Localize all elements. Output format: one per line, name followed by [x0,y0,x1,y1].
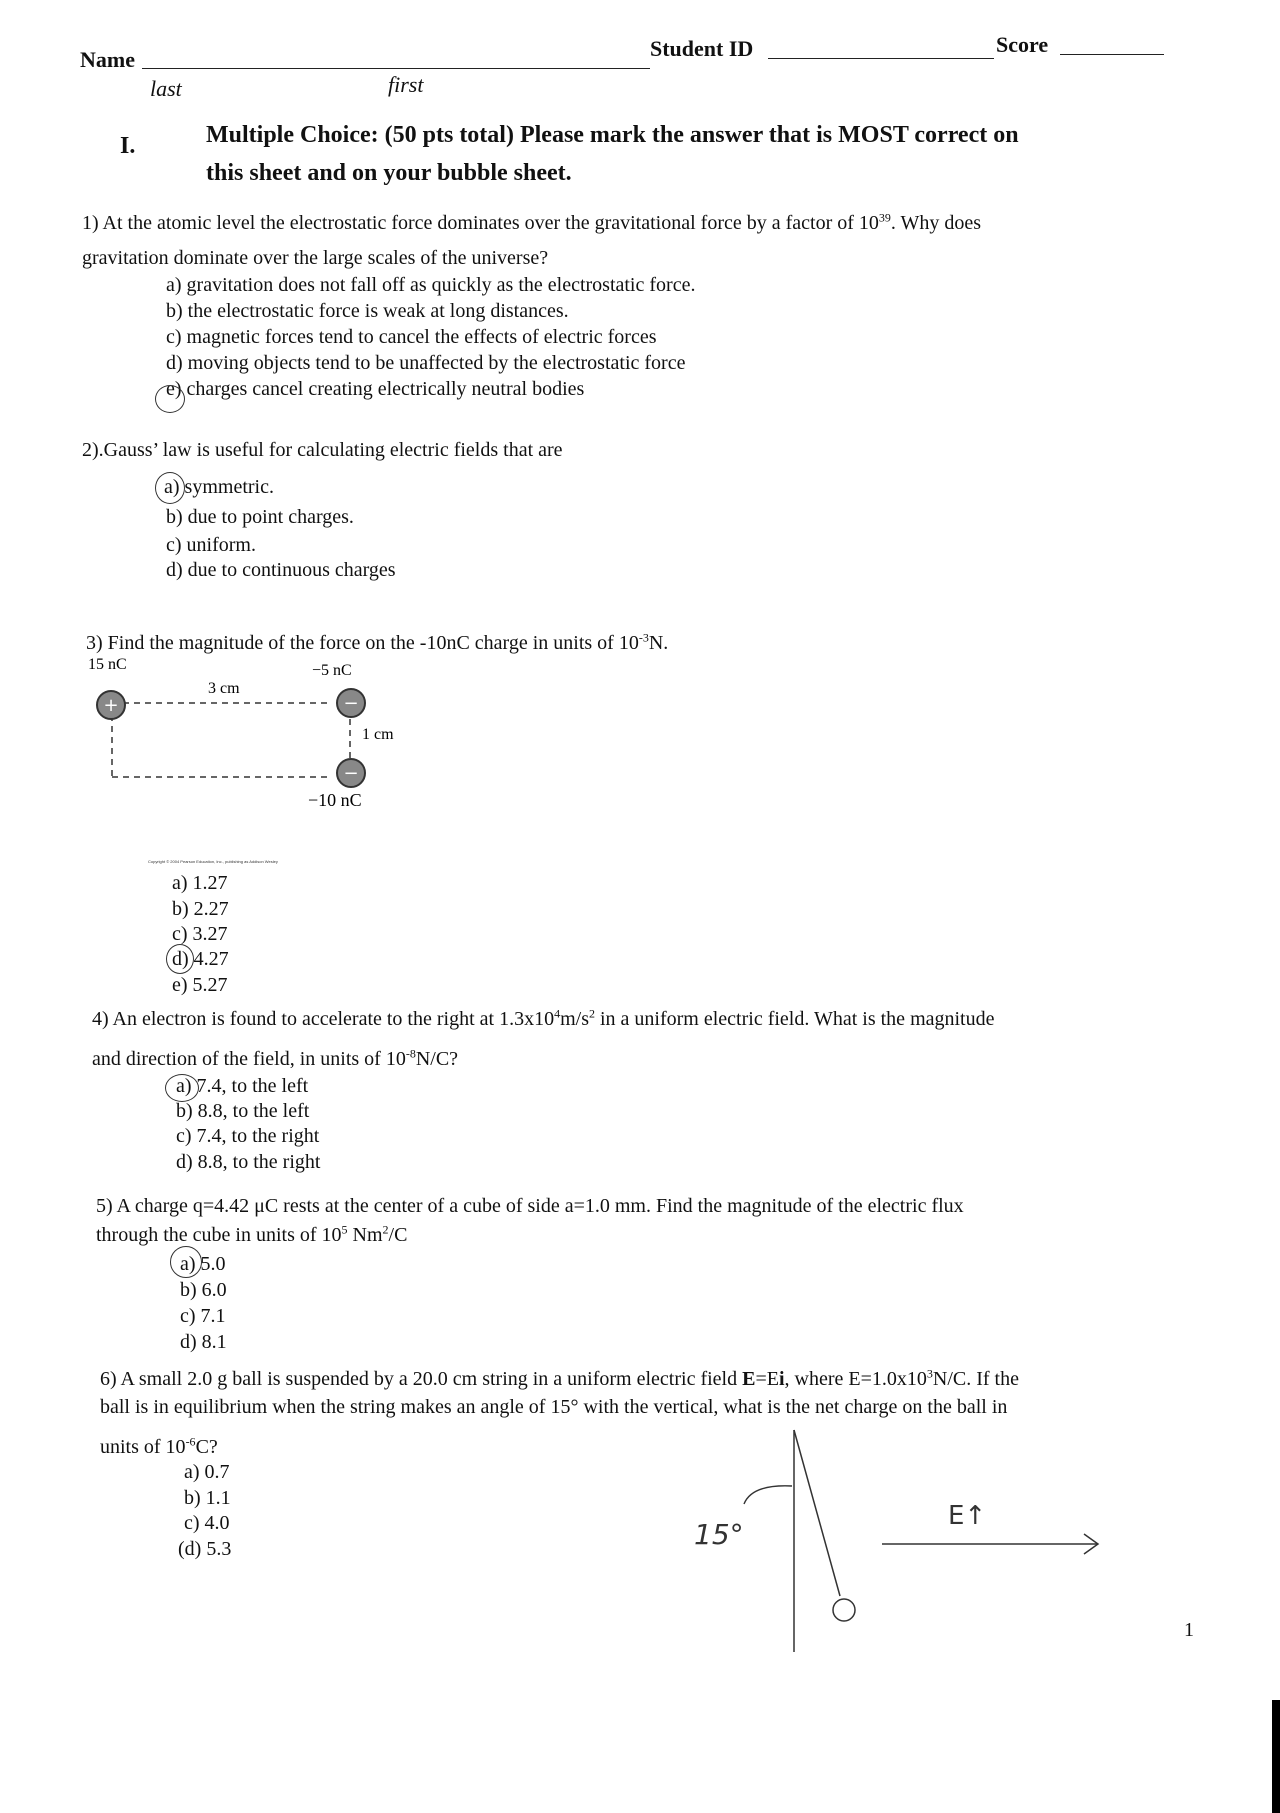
q5-option-b-letter: b) [180,1279,197,1301]
scan-edge-bar [1272,1700,1280,1813]
question-6 [100,1366,1019,1392]
section-title-line2: this sheet and on your bubble sheet. [206,160,572,186]
q6-option-a-text: 0.7 [204,1461,230,1483]
distance-1cm-label: 1 cm [362,726,394,743]
q6-eq: =E [755,1368,779,1390]
q1-option-e-letter: e) [166,378,182,400]
q5-line2-sup: 5 [341,1222,348,1237]
q3-option-c[interactable] [172,922,228,946]
q6-option-b-letter: b) [184,1487,201,1509]
q1-option-c-letter: c) [166,326,182,348]
q4-option-a-letter: a) [176,1075,192,1097]
q6-option-a[interactable] [184,1460,230,1484]
q1-text-b: . Why does [890,212,982,234]
q1-option-b-letter: b) [166,300,183,322]
q5-line2-sup2: 2 [382,1222,389,1237]
q1-option-b-text: the electrostatic force is weak at long distances. [187,300,569,322]
plus-sign-icon: + [103,695,119,716]
minus-sign-icon-2: − [343,763,359,784]
q1-answer-mark [155,385,185,413]
q6-option-b[interactable] [184,1486,231,1510]
q6-line3-sup: -6 [185,1434,196,1449]
question-3 [86,630,668,656]
q1-option-a[interactable] [166,273,695,297]
question-5-line2 [96,1222,407,1248]
q6-line3-b: C? [195,1436,218,1458]
q1-option-c-text: magnetic forces tend to cancel the effects of electric forces [186,326,657,348]
student-id-field[interactable] [768,58,994,59]
q5-option-d[interactable] [180,1330,227,1354]
score-label: Score [996,32,1049,57]
q4-sup2: 2 [588,1006,595,1021]
pendulum-sketch [680,1420,1120,1660]
q4-option-b-text: 8.8, to the left [197,1100,310,1122]
q5-option-a-text: 5.0 [200,1253,226,1275]
q4-option-c[interactable] [176,1124,319,1148]
q5-option-b[interactable] [180,1278,227,1302]
ball-icon [833,1599,855,1621]
q4-option-b[interactable] [176,1099,309,1123]
q3-option-b-letter: b) [172,898,189,920]
q6-bold-i: i [778,1368,785,1390]
q5-line2-c: /C [388,1224,408,1246]
q5-option-c[interactable] [180,1304,226,1328]
question-4-line2 [92,1046,458,1072]
q1-option-d[interactable] [166,351,685,375]
field-label: E↑ [948,1501,987,1531]
q2-option-a-letter: a) [164,476,180,498]
q5-option-d-text: 8.1 [201,1331,227,1353]
q6-option-c-letter: c) [184,1512,200,1534]
name-field[interactable] [142,68,650,69]
q1-option-d-letter: d) [166,352,183,374]
q2-option-b[interactable] [166,505,354,529]
section-title [206,116,1019,192]
student-id-label: Student ID [650,36,754,61]
question-6-line3 [100,1434,218,1460]
copyright-note: Copyright © 2004 Pearson Education, Inc., publishing as Addison Wesley [148,859,278,864]
charge-neg10nc-label: −10 nC [308,790,362,810]
score-field[interactable] [1060,54,1164,55]
q5-answer-mark [170,1246,202,1278]
q3-answer-mark [166,944,194,974]
q6-option-b-text: 1.1 [205,1487,231,1509]
q1-sup: 39 [878,210,891,225]
q4-option-d-text: 8.8, to the right [197,1151,321,1173]
q6-option-d[interactable]: (d) 5.3 [178,1538,232,1560]
q4-option-d-letter: d) [176,1151,193,1173]
q1-option-e[interactable] [166,377,584,401]
last-label: last [150,76,182,101]
q4-option-d[interactable] [176,1150,320,1174]
q5-line2-b: Nm [347,1224,383,1246]
q6-text-c: N/C. If the [932,1368,1019,1390]
q2-option-d[interactable] [166,558,396,582]
q4-line2-sup: -8 [405,1046,416,1061]
q3-option-c-text: 3.27 [192,923,228,945]
distance-3cm-label: 3 cm [208,680,240,697]
question-4 [92,1006,995,1032]
q3-option-b-text: 2.27 [193,898,229,920]
q6-option-d-text: 5.3 [206,1538,232,1560]
q6-line3-a: units of 10 [100,1436,186,1458]
page-number: 1 [1184,1619,1194,1641]
q2-option-d-text: due to continuous charges [187,559,396,581]
q3-option-c-letter: c) [172,923,188,945]
q2-option-a-text: symmetric. [184,476,274,498]
name-label: Name [80,47,135,72]
q3-option-d-text: 4.27 [193,948,229,970]
q6-option-c-text: 4.0 [204,1512,230,1534]
angle-arc [744,1486,792,1504]
minus-sign-icon: − [343,693,359,714]
q3-option-e[interactable] [172,973,228,997]
q6-option-a-letter: a) [184,1461,200,1483]
charge-diagram [80,655,440,815]
question-1 [82,210,981,236]
q2-option-c[interactable] [166,533,256,557]
q3-option-b[interactable] [172,897,229,921]
question-1-line2: gravitation dominate over the large scales of the universe? [82,247,549,269]
q3-option-e-text: 5.27 [192,974,228,996]
q3-text-a: 3) Find the magnitude of the force on the -10nC charge in units of 10 [86,632,639,654]
q4-option-c-letter: c) [176,1125,192,1147]
q4-option-b-letter: b) [176,1100,193,1122]
q5-option-a-letter: a) [180,1253,196,1275]
q2-option-b-text: due to point charges. [187,506,354,528]
q5-line2-a: through the cube in units of 10 [96,1224,342,1246]
question-2: 2).Gauss’ law is useful for calculating electric fields that are [82,439,563,461]
q6-bold-e: E [742,1368,756,1390]
q4-line2-a: and direction of the field, in units of 10 [92,1048,406,1070]
q2-option-b-letter: b) [166,506,183,528]
q5-option-b-text: 6.0 [201,1279,227,1301]
q3-text-b: N. [648,632,669,654]
q2-option-d-letter: d) [166,559,183,581]
q3-option-a-letter: a) [172,872,188,894]
q6-text-a: 6) A small 2.0 g ball is suspended by a 20.0 cm string in a uniform electric field [100,1368,743,1390]
q4-line2-b: N/C? [415,1048,459,1070]
q1-option-a-letter: a) [166,274,182,296]
q5-option-c-letter: c) [180,1305,196,1327]
q2-option-c-letter: c) [166,534,182,556]
q4-option-c-text: 7.4, to the right [196,1125,320,1147]
q6-sup: 3 [926,1366,933,1381]
angle-label: 15° [694,1518,744,1551]
q1-option-e-text: charges cancel creating electrically neutral bodies [186,378,585,400]
section-number: I. [120,133,136,159]
q3-option-a-text: 1.27 [192,872,228,894]
q2-option-c-text: uniform. [186,534,256,556]
charge-15nc-label: 15 nC [88,656,127,673]
charge-neg5nc-label: −5 nC [312,662,352,679]
q4-answer-mark [165,1074,199,1102]
q1-text-a: 1) At the atomic level the electrostatic force dominates over the gravitational force by a factor of 10 [82,212,879,234]
q3-option-d-letter: d) [172,948,189,970]
question-6-line2: ball is in equilibrium when the string makes an angle of 15° with the vertical, what is the net charge on the ball in [100,1396,1008,1418]
q4-text-b: m/s [560,1008,589,1030]
first-label: first [388,72,424,97]
q4-option-a-text: 7.4, to the left [196,1075,309,1097]
question-5: 5) A charge q=4.42 μC rests at the center of a cube of side a=1.0 mm. Find the magnitude of the electric flux [96,1195,964,1217]
q5-option-d-letter: d) [180,1331,197,1353]
q6-option-c[interactable] [184,1511,230,1535]
q3-option-e-letter: e) [172,974,188,996]
q3-option-a[interactable] [172,871,228,895]
q4-sup: 4 [554,1006,561,1021]
q2-answer-mark [155,472,185,504]
q1-option-b[interactable] [166,299,569,323]
q6-text-b: , where E=1.0x10 [784,1368,927,1390]
section-title-line1: Multiple Choice: (50 pts total) Please mark the answer that is MOST correct on [206,122,1019,148]
q3-sup: -3 [638,630,649,645]
q5-option-c-text: 7.1 [200,1305,226,1327]
q4-text-c: in a uniform electric field. What is the magnitude [594,1008,995,1030]
q4-text-a: 4) An electron is found to accelerate to the right at 1.3x10 [92,1008,555,1030]
string-line [794,1430,840,1596]
q1-option-a-text: gravitation does not fall off as quickly as the electrostatic force. [186,274,696,296]
q1-option-c[interactable] [166,325,656,349]
q1-option-d-text: moving objects tend to be unaffected by the electrostatic force [187,352,686,374]
q6-option-d-letter: d) [184,1538,202,1560]
